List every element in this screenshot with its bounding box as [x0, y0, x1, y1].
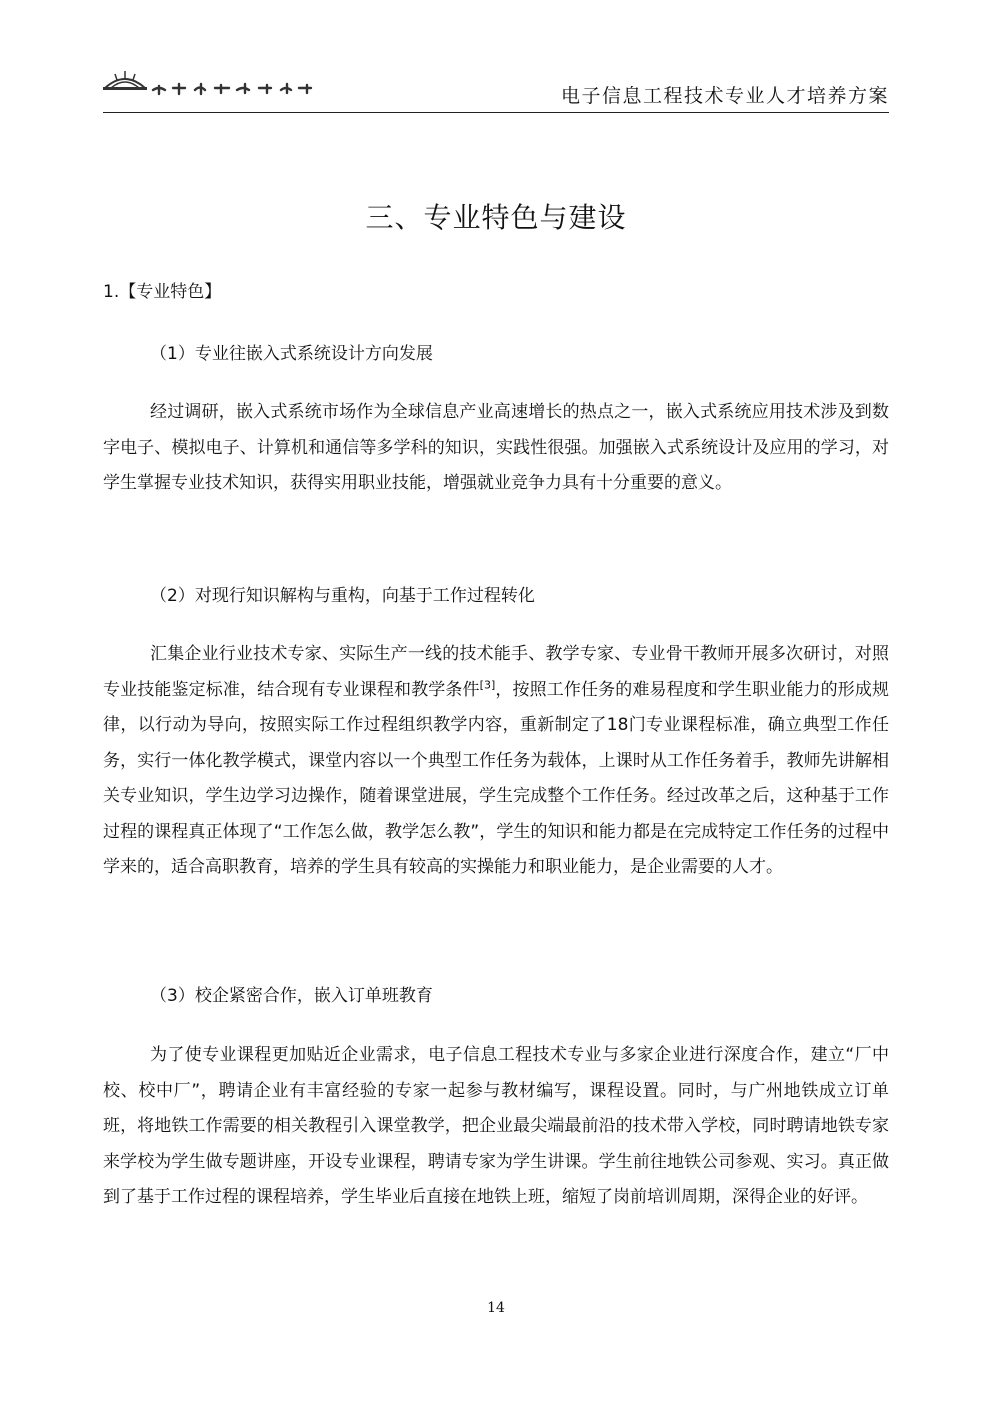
school-logo-icon: [103, 68, 333, 112]
header-title: 电子信息工程技术专业人才培养方案: [560, 85, 889, 107]
subsection-heading-2: （2）对现行知识解构与重构，向基于工作过程转化: [150, 586, 535, 606]
paragraph-2: [103, 637, 889, 886]
page-title: 三、专业特色与建设: [365, 201, 627, 234]
paragraph-2-part-2: ，按照工作任务的难易程度和学生职业能力的形成规律，以行动为导向，按照实际工作过程组织教学内容，重新制定了18门专业课程标准，确立典型工作任务，实行一体化教学模式，课堂内容以一个典型工作任务为载体，上课时从工作任务着手，教师先讲解相关专业知识，学生边学习边操作，随着课堂进展，学生完成整个工作任务。经过改革之后，这种基于工作过程的课程真正体现了“工作怎么做，教学怎么教”，学生的知识和能力都是在完成特定工作任务的过程中学来的，适合高职教育，培养的学生具有较高的实操能力和职业能力，是企业需要的人才。: [103, 679, 890, 877]
paragraph-1: 经过调研，嵌入式系统市场作为全球信息产业高速增长的热点之一，嵌入式系统应用技术涉及到数字电子、模拟电子、计算机和通信等多学科的知识，实践性很强。加强嵌入式系统设计及应用的学习，对学生掌握专业技术知识，获得实用职业技能，增强就业竞争力具有十分重要的意义。: [103, 402, 889, 493]
page-number: 14: [487, 1300, 505, 1316]
paragraph-2-part-1: 汇集企业行业技术专家、实际生产一线的技术能手、教学专家、专业骨干教师开展多次研讨，对照专业技能鉴定标准，结合现有专业课程和教学条件: [103, 644, 889, 700]
page-header: [103, 68, 889, 113]
subsection-heading-1: （1）专业往嵌入式系统设计方向发展: [150, 344, 433, 364]
section-heading: 1.【专业特色】: [103, 282, 222, 302]
subsection-heading-3: （3）校企紧密合作，嵌入订单班教育: [150, 986, 433, 1006]
citation-ref: [3]: [479, 677, 496, 691]
paragraph-3: 为了使专业课程更加贴近企业需求，电子信息工程技术专业与多家企业进行深度合作，建立“厂中校、校中厂”，聘请企业有丰富经验的专家一起参与教材编写，课程设置。同时，与广州地铁成立订单班，将地铁工作需要的相关教程引入课堂教学，把企业最尖端最前沿的技术带入学校，同时聘请地铁专家来学校为学生做专题讲座，开设专业课程，聘请专家为学生讲课。学生前往地铁公司参观、实习。真正做到了基于工作过程的课程培养，学生毕业后直接在地铁上班，缩短了岗前培训周期，深得企业的好评。: [103, 1045, 889, 1207]
